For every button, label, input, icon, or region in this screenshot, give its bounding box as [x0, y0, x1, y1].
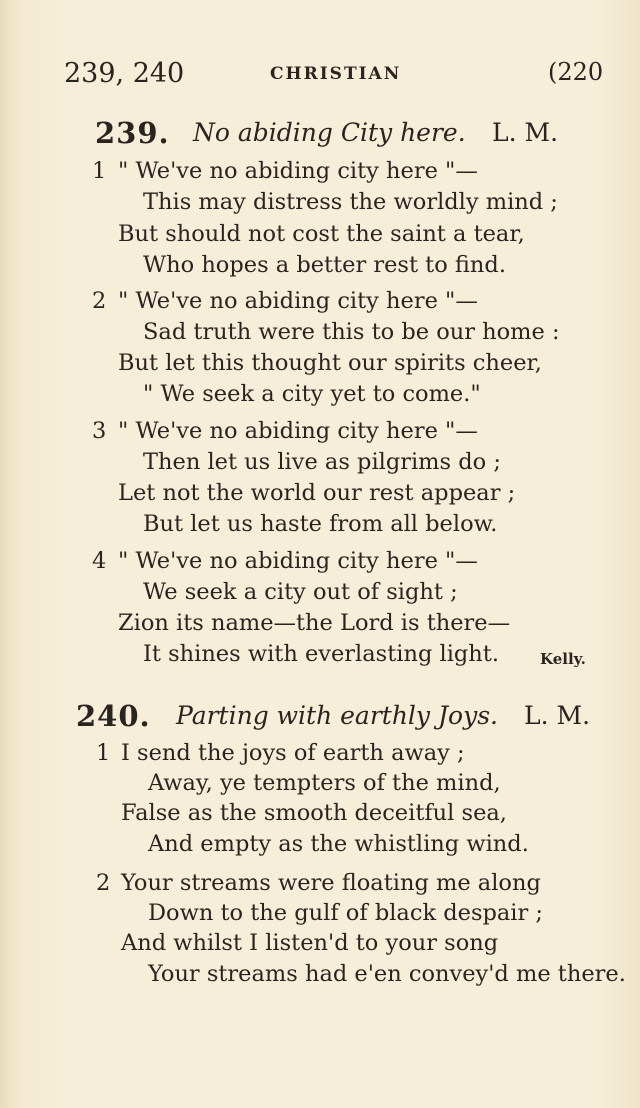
- verse-line: False as the smooth deceitful sea,: [121, 800, 507, 826]
- verse-line: Sad truth were this to be our home :: [143, 319, 560, 345]
- verse-line: " We've no abiding city here "—: [118, 548, 478, 574]
- verse-line: But let us haste from all below.: [143, 511, 498, 537]
- verse-number: 2: [96, 870, 111, 896]
- verse-line: But let this thought our spirits cheer,: [118, 350, 542, 376]
- header-hymn-numbers: 239, 240: [64, 58, 185, 89]
- verse-number: 3: [92, 418, 107, 444]
- verse-line: Zion its name—the Lord is there—: [118, 610, 511, 636]
- verse-line: Who hopes a better rest to find.: [143, 252, 506, 278]
- author-attribution: Kelly.: [540, 650, 586, 668]
- verse-line: Away, ye tempters of the mind,: [148, 770, 501, 796]
- verse-line: Your streams were floating me along: [121, 870, 541, 896]
- verse-line: Down to the gulf of black despair ;: [148, 900, 543, 926]
- verse-line: " We've no abiding city here "—: [118, 158, 478, 184]
- hymn-meter: L. M.: [492, 118, 559, 147]
- verse-number: 4: [92, 548, 107, 574]
- verse-line: " We've no abiding city here "—: [118, 418, 478, 444]
- verse-line: This may distress the worldly mind ;: [143, 189, 558, 215]
- verse-line: Your streams had e'en convey'd me there.: [148, 961, 626, 987]
- hymn-title: Parting with earthly Joys.: [176, 701, 498, 730]
- verse-line: And empty as the whistling wind.: [148, 831, 529, 857]
- verse-line: " We've no abiding city here "—: [118, 288, 478, 314]
- verse-line: Then let us live as pilgrims do ;: [143, 449, 501, 475]
- hymn-number: 240.: [76, 699, 151, 733]
- hymn-number: 239.: [95, 116, 170, 150]
- verse-number: 2: [92, 288, 107, 314]
- verse-number: 1: [96, 740, 111, 766]
- hymn-title: No abiding City here.: [193, 118, 466, 147]
- verse-line: It shines with everlasting light.: [143, 641, 499, 667]
- verse-line: " We seek a city yet to come.": [143, 381, 481, 407]
- header-page-number: (220: [548, 58, 604, 86]
- verse-line: But should not cost the saint a tear,: [118, 221, 525, 247]
- verse-line: I send the joys of earth away ;: [121, 740, 465, 766]
- verse-line: We seek a city out of sight ;: [143, 579, 458, 605]
- header-section-title: CHRISTIAN: [270, 64, 402, 84]
- hymn-meter: L. M.: [524, 701, 591, 730]
- verse-line: Let not the world our rest appear ;: [118, 480, 516, 506]
- verse-number: 1: [92, 158, 107, 184]
- verse-line: And whilst I listen'd to your song: [121, 930, 499, 956]
